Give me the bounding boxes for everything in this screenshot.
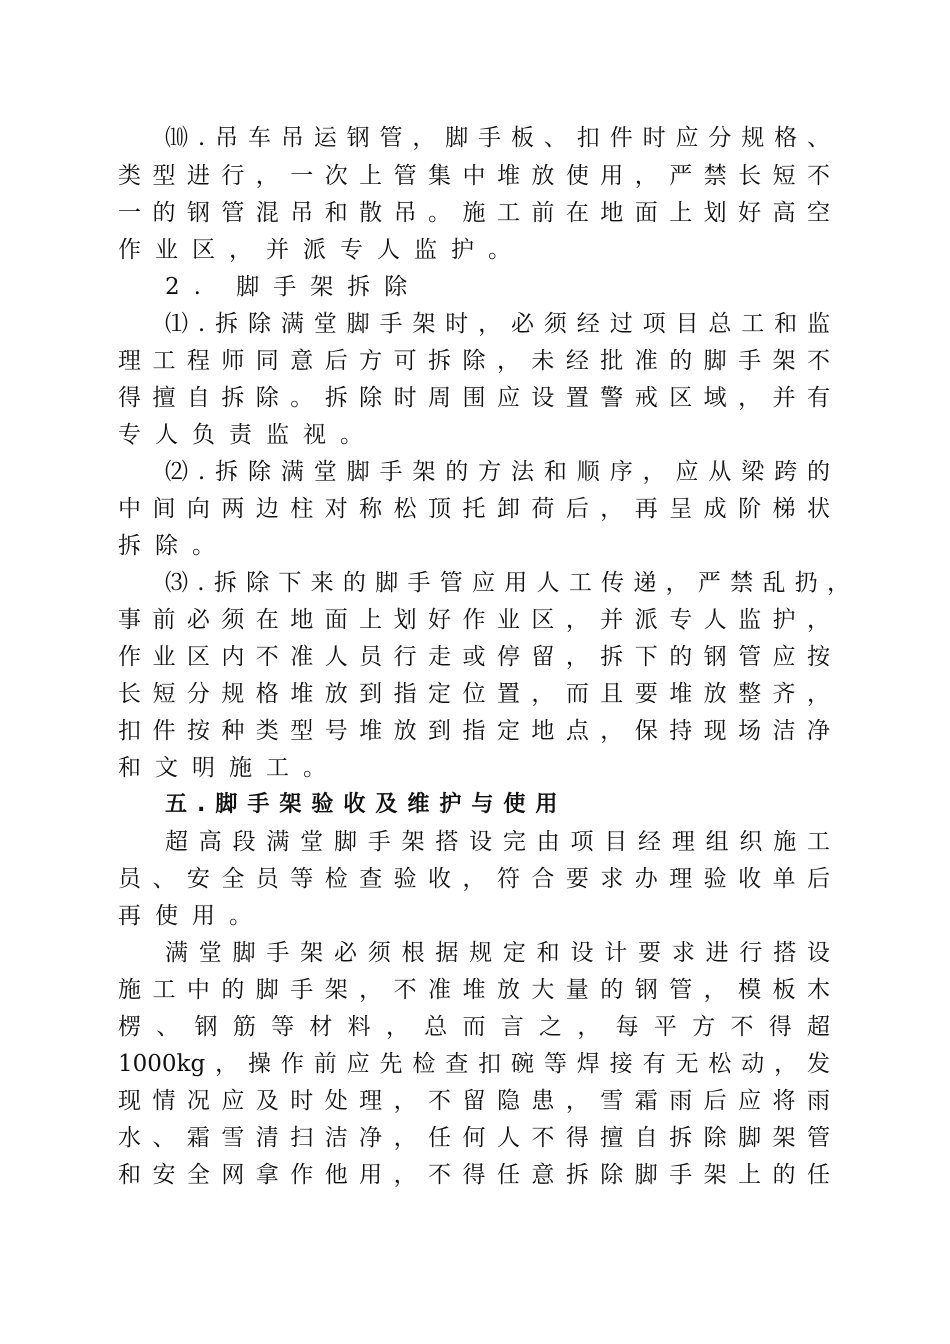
text-line: ⑽.吊车吊运钢管，脚手板、扣件时应分规格、 (165, 125, 830, 151)
text-line: 水、霜雪清扫洁净，任何人不得擅自拆除脚架管 (118, 1125, 830, 1151)
text-line: 作业区内不准人员行走或停留，拆下的钢管应按 (118, 644, 830, 670)
text-line: ⑶.拆除下来的脚手管应用人工传递，严禁乱扔， (165, 570, 850, 596)
text-line: 类型进行，一次上管集中堆放使用，严禁长短不 (118, 163, 830, 189)
text-line: 一的钢管混吊和散吊。施工前在地面上划好高空 (118, 200, 830, 226)
text-line: 长短分规格堆放到指定位置，而且要堆放整齐， (118, 681, 830, 707)
text-line: 员、安全员等检查验收，符合要求办理验收单后 (118, 866, 830, 892)
text-line: 专人负责监视。 (118, 422, 377, 448)
section-heading: 五.脚手架验收及维护与使用 (165, 792, 568, 817)
text-line: 超高段满堂脚手架搭设完由项目经理组织施工 (165, 829, 830, 855)
text-line: ⑵.拆除满堂脚手架的方法和顺序，应从梁跨的 (165, 459, 830, 485)
text-line: 扣件按种类型号堆放到指定地点，保持现场洁净 (118, 718, 830, 744)
text-line: 1000kg，操作前应先检查扣碗等焊接有无松动，发 (118, 1051, 830, 1077)
text-line: 中间向两边柱对称松顶托卸荷后，再呈成阶梯状 (118, 496, 830, 522)
text-line: 再使用。 (118, 903, 266, 929)
text-line: 得擅自拆除。拆除时周围应设置警戒区域，并有 (118, 385, 830, 411)
section-subheading: 2. 脚手架拆除 (165, 274, 422, 300)
text-line: ⑴.拆除满堂脚手架时，必须经过项目总工和监 (165, 311, 830, 337)
text-line: 楞、钢筋等材料，总而言之，每平方不得超 (118, 1014, 830, 1040)
text-line: 作业区，并派专人监护。 (118, 237, 525, 263)
text-line: 施工中的脚手架，不准堆放大量的钢管，模板木 (118, 977, 830, 1003)
text-line: 事前必须在地面上划好作业区，并派专人监护， (118, 607, 830, 633)
text-line: 和文明施工。 (118, 755, 340, 781)
text-line: 拆除。 (118, 533, 229, 559)
text-line: 和安全网拿作他用，不得任意拆除脚手架上的任 (118, 1162, 830, 1188)
text-line: 满堂脚手架必须根据规定和设计要求进行搭设 (165, 940, 830, 966)
text-line: 现情况应及时处理，不留隐患，雪霜雨后应将雨 (118, 1088, 830, 1114)
text-line: 理工程师同意后方可拆除，未经批准的脚手架不 (118, 348, 830, 374)
